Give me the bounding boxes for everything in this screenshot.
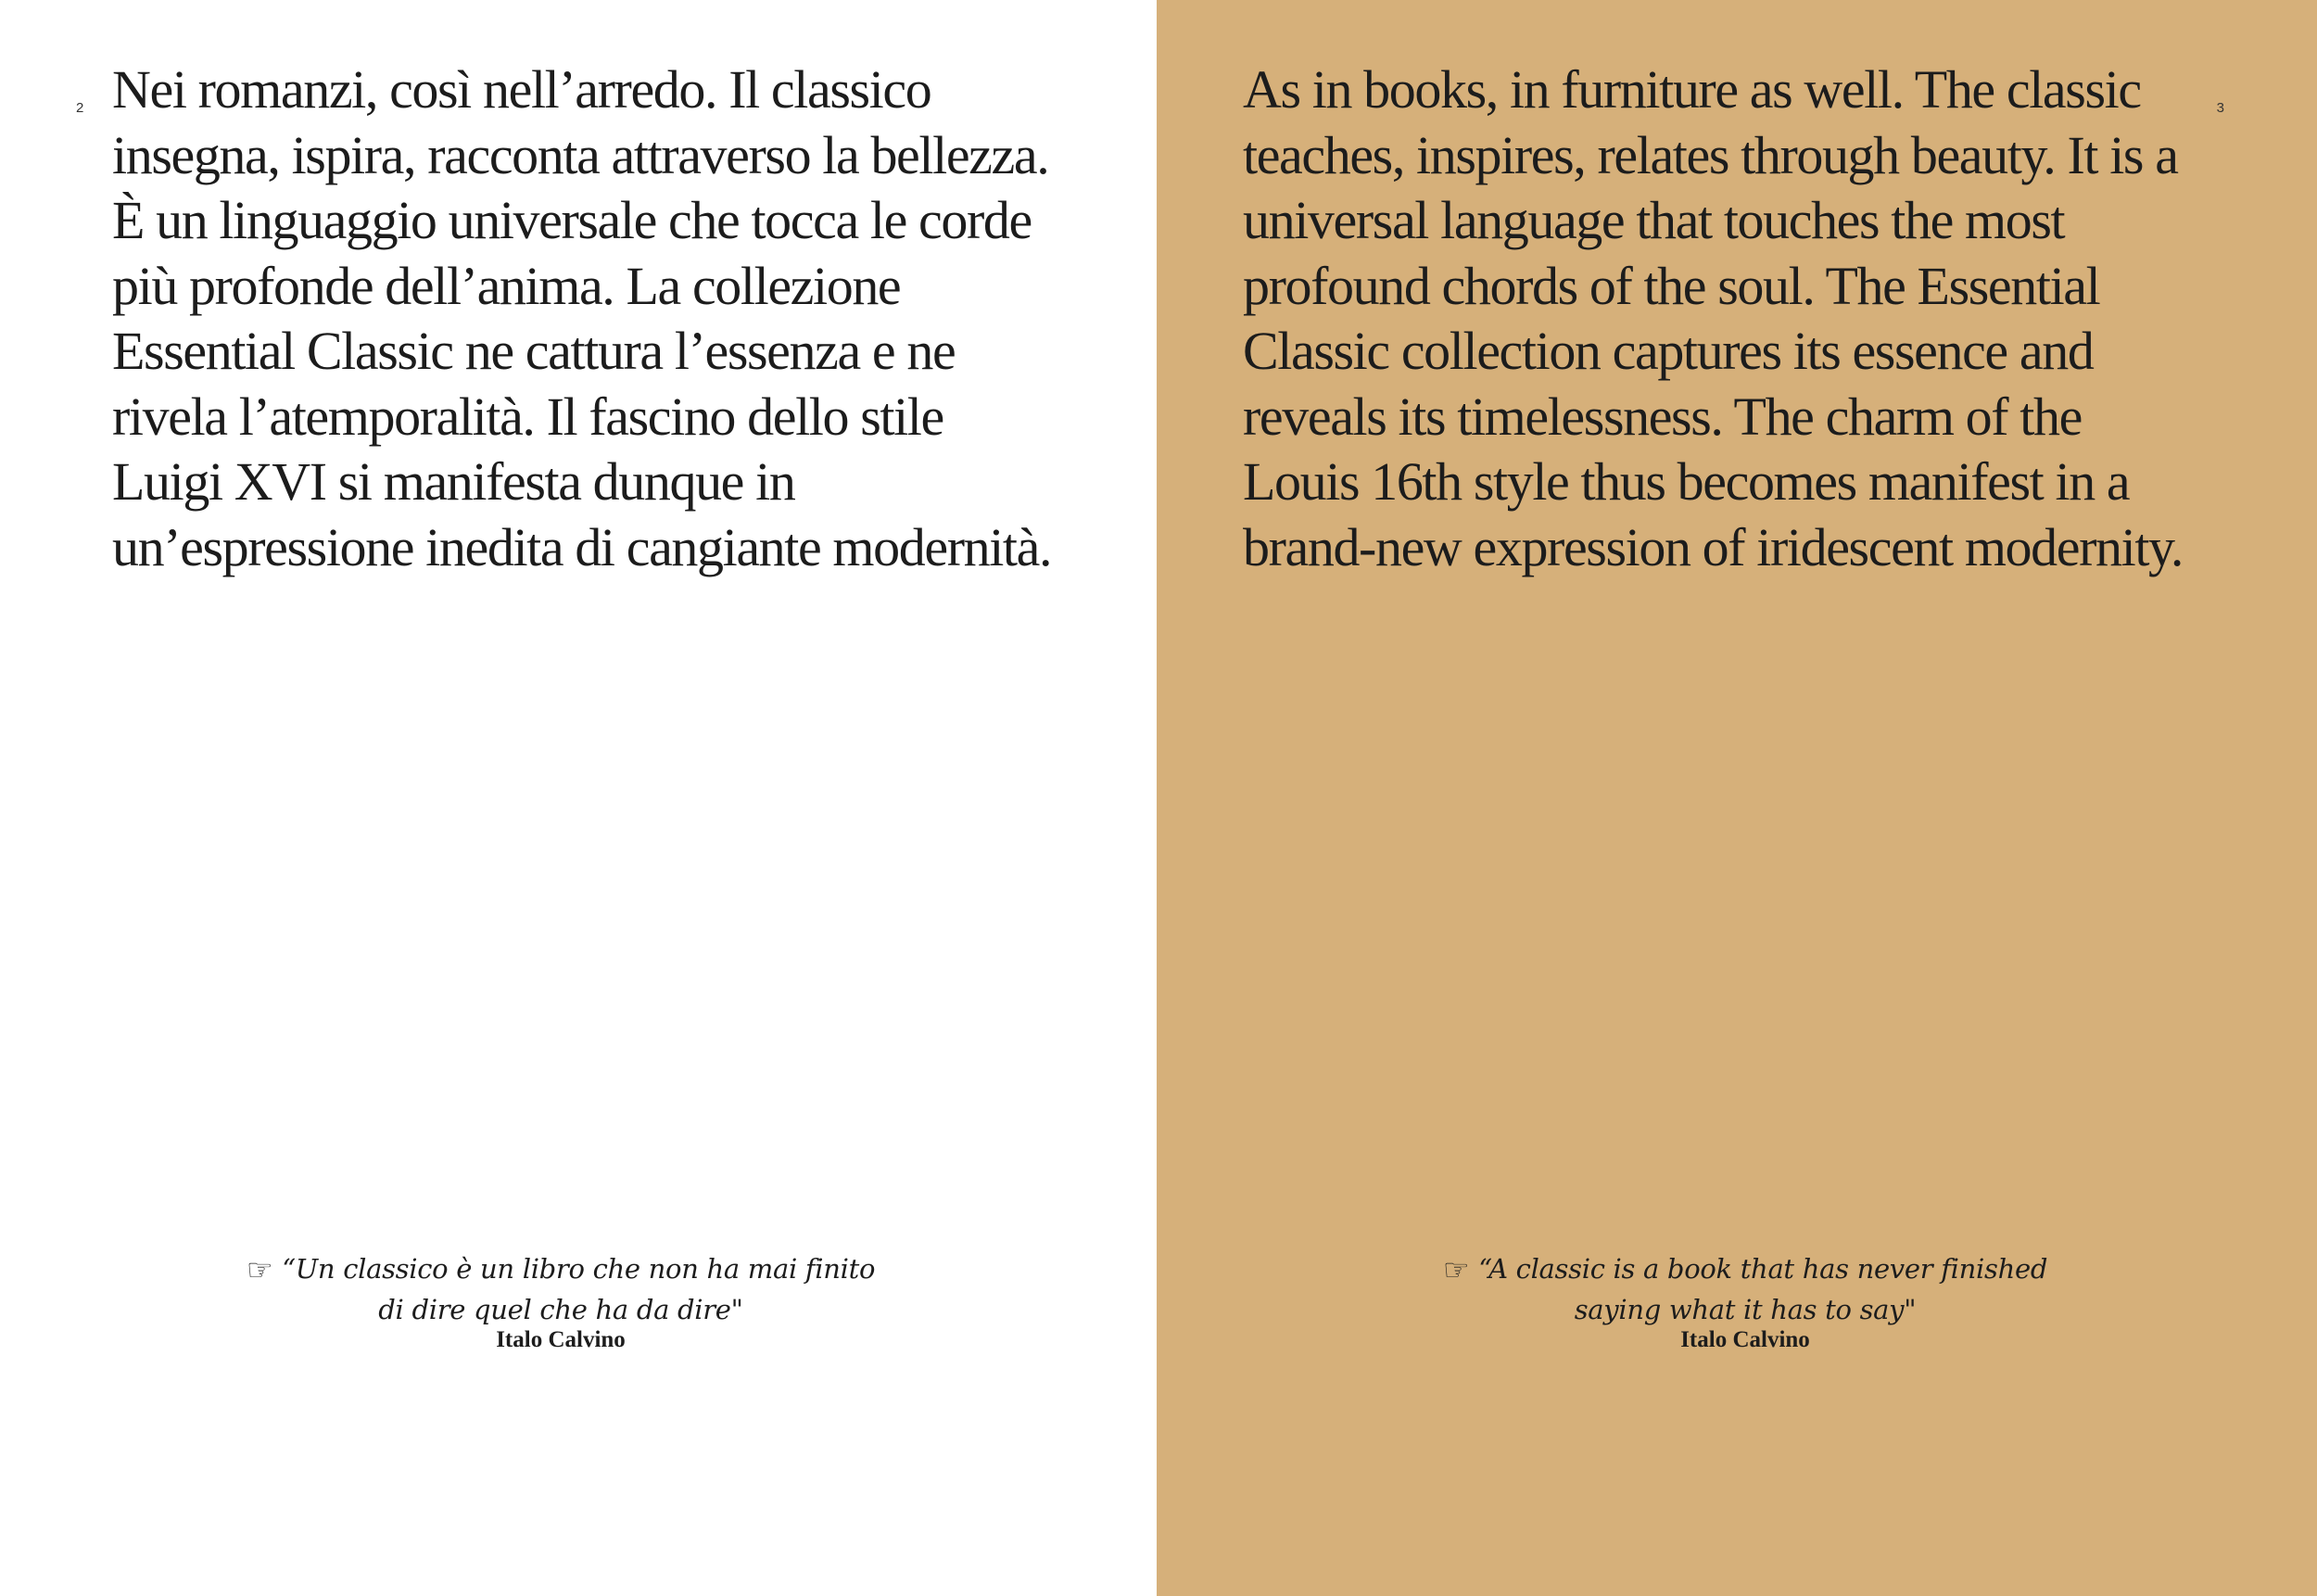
page-number: 2	[76, 100, 84, 116]
right-page	[1157, 0, 2317, 1596]
body-paragraph-italian: Nei romanzi, così nell’arredo. Il classico insegna, ispira, racconta attraverso la bellezza. È un linguaggio universale che tocca le corde più profonde dell’anima. La collezione Essential Classic ne cattura l’essenza e ne rivela l’atemporalità. Il fascino dello stile Luigi XVI si manifesta dunque in un’espressione inedita di cangiante modernità.	[112, 59, 1052, 577]
quote-line-2: di dire quel che ha da dire"	[378, 1294, 743, 1325]
quote-block	[222, 1249, 899, 1354]
quote-text-1: “A classic is a book that has never finished	[1478, 1253, 2048, 1285]
body-paragraph-english: As in books, in furniture as well. The classic teaches, inspires, relates through beauty. It is a universal language that touches the most profound chords of the soul. The Essential Classic collection captures its essence and reveals its timelessness. The charm of the Louis 16th style thus becomes manifest in a brand-new expression of iridescent modernity.	[1243, 59, 2183, 577]
quote-author: Italo Calvino	[1680, 1327, 1810, 1352]
page-number: 3	[2216, 100, 2224, 116]
pointing-hand-icon: ☞	[246, 1252, 273, 1287]
quote-text-1: “Un classico è un libro che non ha mai finito	[282, 1253, 876, 1285]
quote-line-1	[222, 1249, 899, 1290]
quote-block	[1407, 1249, 2083, 1354]
left-page	[0, 0, 1157, 1596]
pointing-hand-icon: ☞	[1442, 1252, 1470, 1287]
quote-author: Italo Calvino	[496, 1327, 626, 1352]
quote-line-1	[1407, 1249, 2083, 1290]
quote-line-2: saying what it has to say"	[1574, 1294, 1917, 1325]
